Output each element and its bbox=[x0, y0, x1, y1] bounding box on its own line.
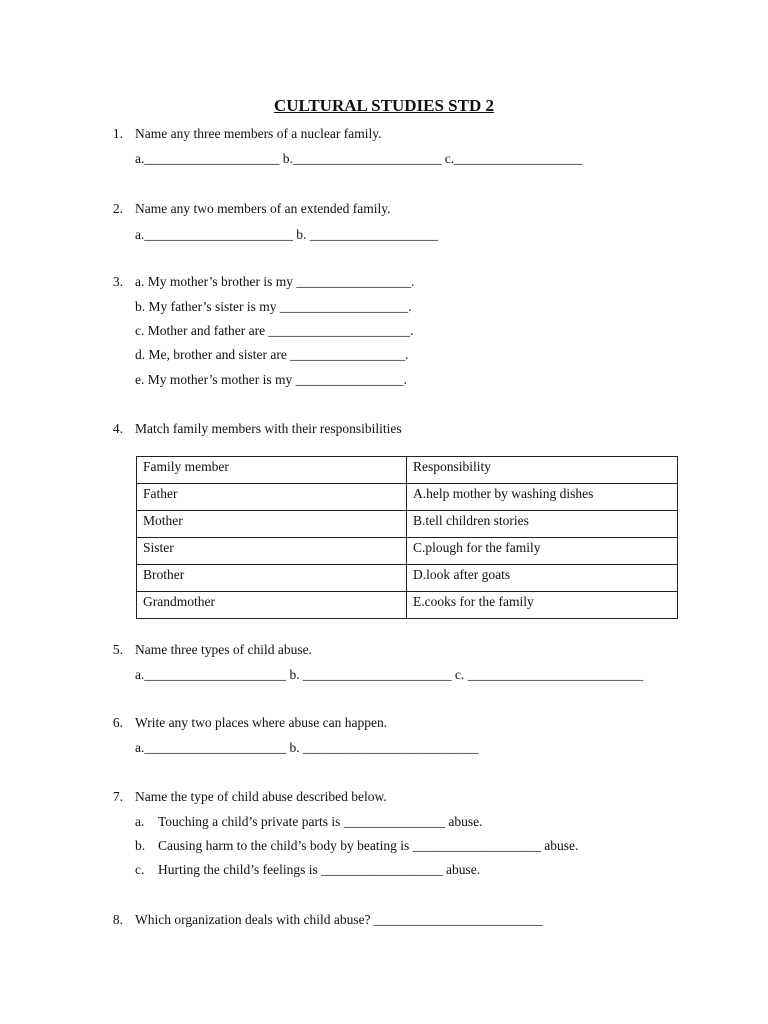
q2-number: 2. bbox=[112, 201, 123, 216]
q7-text: Name the type of child abuse described below. bbox=[135, 789, 387, 804]
family-member-cell: Grandmother bbox=[137, 592, 407, 619]
q7-item-letter: c. bbox=[135, 862, 145, 877]
q3-item: c. Mother and father are _____________________. bbox=[135, 323, 414, 338]
q2-answer-line: a.______________________ b. ___________________ bbox=[135, 227, 438, 242]
header-family-member: Family member bbox=[137, 457, 407, 484]
responsibility-cell: A.help mother by washing dishes bbox=[407, 484, 678, 511]
matching-table bbox=[136, 456, 678, 619]
q3-item: a. My mother’s brother is my _________________. bbox=[135, 274, 415, 289]
q7-item-letter: a. bbox=[135, 814, 145, 829]
responsibility-cell: C.plough for the family bbox=[407, 538, 678, 565]
q7-item-letter: b. bbox=[135, 838, 146, 853]
q5-text: Name three types of child abuse. bbox=[135, 642, 312, 657]
header-responsibility: Responsibility bbox=[407, 457, 678, 484]
q3-number: 3. bbox=[112, 274, 123, 289]
q3-item: b. My father’s sister is my ___________________. bbox=[135, 299, 412, 314]
q7-item-text: Hurting the child’s feelings is __________________ abuse. bbox=[158, 862, 481, 877]
q8-text: Which organization deals with child abuse? _________________________ bbox=[135, 912, 543, 927]
q7-number: 7. bbox=[112, 789, 123, 804]
family-member-cell: Sister bbox=[137, 538, 407, 565]
family-member-cell: Mother bbox=[137, 511, 407, 538]
table-row bbox=[137, 511, 678, 538]
family-member-cell: Brother bbox=[137, 565, 407, 592]
table-row bbox=[137, 592, 678, 619]
q6-text: Write any two places where abuse can happen. bbox=[135, 715, 388, 730]
q1-answer-line: a.____________________ b.______________________ c.___________________ bbox=[135, 151, 583, 166]
q5-answer-line: a._____________________ b. ______________________ c. __________________________ bbox=[135, 667, 644, 682]
q2-text: Name any two members of an extended family. bbox=[135, 201, 391, 216]
table-row bbox=[137, 484, 678, 511]
q4-number: 4. bbox=[112, 421, 123, 436]
table-row bbox=[137, 538, 678, 565]
family-member-cell: Father bbox=[137, 484, 407, 511]
q7-item-text: Touching a child’s private parts is _______________ abuse. bbox=[158, 814, 483, 829]
q6-number: 6. bbox=[112, 715, 123, 730]
q4-text: Match family members with their responsibilities bbox=[135, 421, 402, 436]
q7-item-text: Causing harm to the child’s body by beating is ___________________ abuse. bbox=[158, 838, 579, 853]
responsibility-cell: E.cooks for the family bbox=[407, 592, 678, 619]
responsibility-cell: D.look after goats bbox=[407, 565, 678, 592]
responsibility-cell: B.tell children stories bbox=[407, 511, 678, 538]
q5-number: 5. bbox=[112, 642, 123, 657]
q3-item: e. My mother’s mother is my ________________. bbox=[135, 372, 407, 387]
q1-number: 1. bbox=[112, 126, 123, 141]
worksheet-title: CULTURAL STUDIES STD 2 bbox=[274, 96, 494, 115]
q3-item: d. Me, brother and sister are _________________. bbox=[135, 347, 409, 362]
table-header-row bbox=[137, 457, 678, 484]
table-row bbox=[137, 565, 678, 592]
q1-text: Name any three members of a nuclear family. bbox=[135, 126, 382, 141]
q6-answer-line: a._____________________ b. __________________________ bbox=[135, 740, 479, 755]
q8-number: 8. bbox=[112, 912, 123, 927]
